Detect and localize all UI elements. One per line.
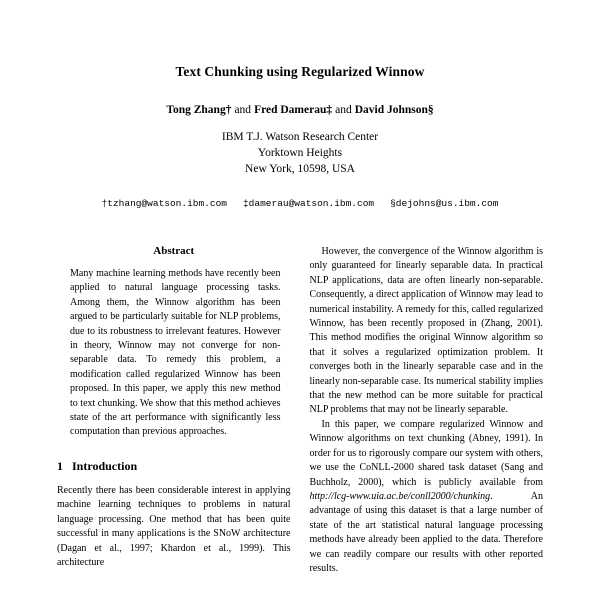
dataset-url: http://lcg-www.uia.ac.be/conll2000/chunking: [309, 490, 491, 502]
affiliation-line-1: IBM T.J. Watson Research Center: [221, 131, 379, 143]
email-address-3: §dejohns@us.ibm.com: [390, 198, 499, 209]
paragraph-text-after-url: . An advantage of using this dataset is that a large number of state of the art statistical natural language processing methods have already been applied to the data. Therefore we can readily compare our results with other reported results.: [309, 490, 543, 574]
author-name-3: David Johnson§: [354, 104, 434, 116]
affiliation-block: [57, 129, 543, 177]
section-heading-introduction: [57, 459, 291, 474]
author-separator-1: and: [234, 104, 252, 116]
intro-paragraph: Recently there has been considerable interest in applying machine learning techniques to problems in natural language processing. One method that has been quite successful in many applications is the SNoW architecture (Dagan et al., 1997; Khardon et al., 1999). This architecture: [57, 484, 291, 568]
section-number: 1: [57, 458, 63, 473]
email-address-2: ‡damerau@watson.ibm.com: [242, 198, 375, 209]
email-line: [57, 198, 543, 209]
email-address-1: †tzhang@watson.ibm.com: [101, 198, 227, 209]
author-name-1: Tong Zhang†: [166, 104, 232, 116]
right-col-paragraph-2: [310, 418, 544, 576]
paragraph-text-before-url: In this paper, we compare regularized Winnow and Winnow algorithms on text chunking (Abney, 1991). In order for us to rigorously compare our system with others, we use the CoNLL-2000 shared task dataset (Sang and Buchholz, 2000), which is publicly available from: [309, 418, 543, 488]
affiliation-line-3: New York, 10598, USA: [245, 163, 355, 175]
left-column: [57, 245, 291, 576]
author-name-2: Fred Damerau‡: [254, 104, 333, 116]
paper-title: Text Chunking using Regularized Winnow: [175, 64, 425, 79]
two-column-body: [57, 245, 543, 576]
author-line: [57, 104, 543, 116]
abstract-heading-text: Abstract: [153, 245, 195, 257]
abstract-body: Many machine learning methods have recently been applied to natural language processing tasks. Among them, the Winnow algorithm has been argued to be particularly suitable for NLP problems, due to its robustness to irrelevant features. However in theory, Winnow may not converge for non-separable data. To remedy this problem, a modification called regularized Winnow has been proposed. In this paper, we apply this new method to text chunking. We show that this method achieves state of the art performance with significantly less computation than previous approaches.: [70, 268, 281, 438]
right-col-paragraph-1: However, the convergence of the Winnow algorithm is only guaranteed for linearly separable data. In practical NLP applications, data are often linearly non-separable. Consequently, a direct application of Winnow may lead to numerical instability. A remedy for this, called regularized Winnow, has been recently proposed in (Zhang, 2001). This method modifies the original Winnow algorithm so that it solves a regularized optimization problem. It converges both in the linearly separable case and in the linearly non-separable case. Its numerical stability implies that the new method can be more suitable for practical NLP problems that may not be linearly separable.: [309, 246, 543, 416]
author-separator-2: and: [335, 104, 352, 116]
abstract-heading: [57, 245, 291, 257]
affiliation-line-2: Yorktown Heights: [257, 147, 343, 159]
right-column: [310, 245, 544, 576]
section-title: Introduction: [72, 458, 138, 473]
